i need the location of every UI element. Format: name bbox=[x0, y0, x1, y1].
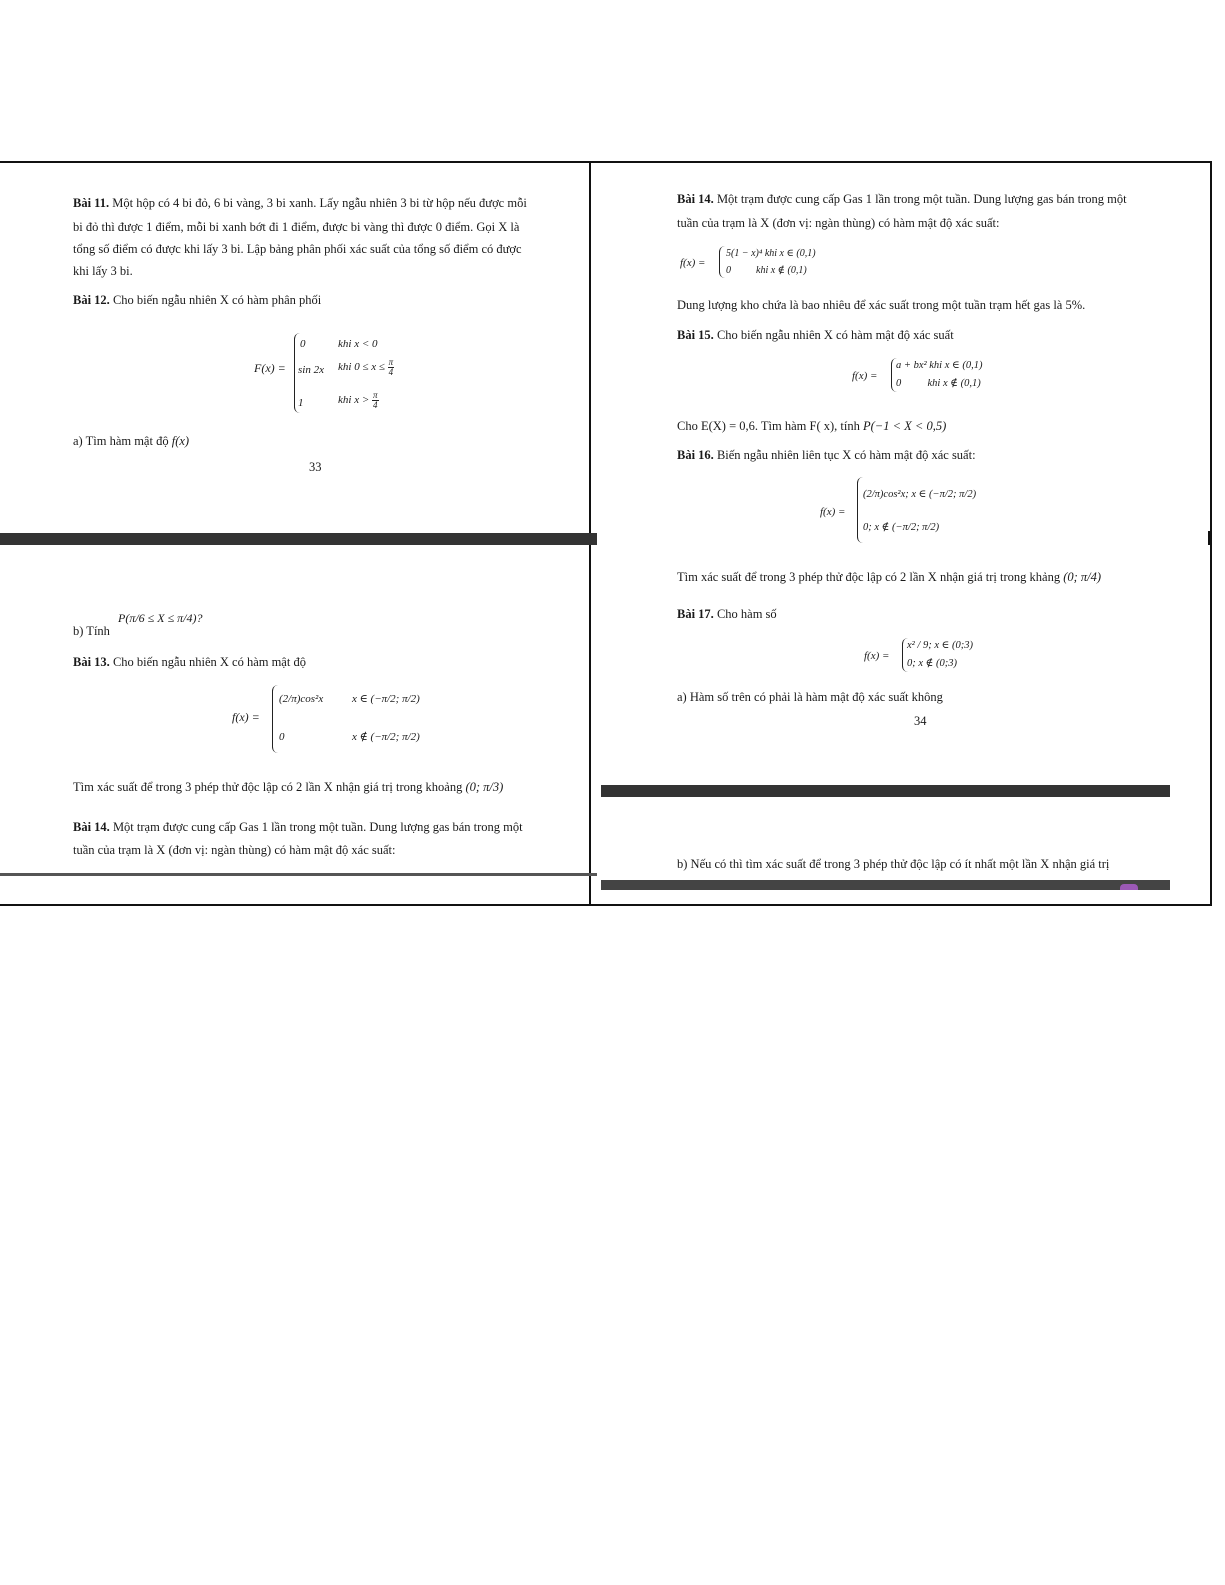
bai12-part-a bbox=[73, 434, 189, 448]
bai12-line bbox=[73, 293, 321, 307]
part-b-line bbox=[73, 624, 110, 638]
right-bai14-title: Bài 14. bbox=[677, 192, 714, 206]
bai15-case1: a + bx² khi x ∈ (0,1) bbox=[896, 360, 983, 371]
bai11-line1 bbox=[73, 196, 527, 210]
bai13-brace bbox=[272, 685, 279, 753]
bai16-text: Biến ngẫu nhiên liên tục X có hàm mật độ xác suất: bbox=[716, 448, 976, 462]
pi-over-4-fraction bbox=[388, 358, 395, 377]
bai17-case1: x² / 9; x ∈ (0;3) bbox=[907, 640, 974, 651]
bai13-title: Bài 13. bbox=[73, 655, 110, 669]
part-b-text: b) Tính bbox=[73, 624, 110, 638]
bai16-question-text: Tìm xác suất để trong 3 phép thử độc lập có 2 lần X nhận giá trị trong khảng bbox=[677, 570, 1061, 584]
part-b-expression: P(π/6 ≤ X ≤ π/4)? bbox=[118, 611, 203, 625]
bai13-text: Cho biến ngẫu nhiên X có hàm mật độ bbox=[112, 655, 306, 669]
bai16-line bbox=[677, 448, 976, 462]
bai11-title: Bài 11. bbox=[73, 196, 110, 210]
bai15-question-text: Cho E(X) = 0,6. Tìm hàm F( x), tính bbox=[677, 419, 860, 433]
bai12-case3-cond bbox=[338, 391, 379, 410]
bai17-lhs: f(x) = bbox=[864, 650, 890, 662]
top-tick bbox=[589, 167, 591, 179]
bai16-interval: (0; π/4) bbox=[1063, 570, 1102, 584]
right-bai14-case2: 0 khi x ∉ (0,1) bbox=[726, 265, 807, 276]
bai12-text: Cho biến ngẫu nhiên X có hàm phân phối bbox=[112, 293, 322, 307]
right-bai14-line2: tuần của trạm là X (đơn vị: ngàn thùng) có hàm mật độ xác suất: bbox=[677, 216, 1000, 230]
bai17-title: Bài 17. bbox=[677, 607, 714, 621]
bai16-lhs: f(x) = bbox=[820, 506, 846, 518]
bai15-case2: 0 khi x ∉ (0,1) bbox=[896, 378, 981, 389]
purple-mark bbox=[1120, 884, 1138, 890]
bai11-line2: bi đỏ thì được 1 điểm, mỗi bi xanh bớt đi 1 điểm, được bi vàng thì được 0 điểm. Gọi X là bbox=[73, 220, 520, 234]
bai11-text-1: Một hộp có 4 bi đỏ, 6 bi vàng, 3 bi xanh. Lấy ngẫu nhiên 3 bi từ hộp nếu được mỗi bbox=[112, 196, 527, 210]
right-page-separator bbox=[601, 785, 1170, 797]
bai12-case2-cond-text: khi 0 ≤ x ≤ bbox=[338, 361, 385, 374]
left-bai14-line2: tuần của trạm là X (đơn vị: ngàn thùng) có hàm mật độ xác suất: bbox=[73, 843, 396, 857]
bai13-question bbox=[73, 780, 503, 794]
bai17-part-a: a) Hàm số trên có phải là hàm mật độ xác suất không bbox=[677, 690, 943, 704]
right-bai14-lhs: f(x) = bbox=[680, 257, 706, 269]
bai12-case2-cond bbox=[338, 358, 394, 377]
left-bai14-line1 bbox=[73, 820, 523, 834]
frac-num-2: π bbox=[373, 390, 378, 400]
bai13-question-text: Tìm xác suất để trong 3 phép thử độc lập có 2 lần X nhận giá trị trong khoảng bbox=[73, 780, 463, 794]
left-bai14-title: Bài 14. bbox=[73, 820, 110, 834]
bai12-part-a-fn: f(x) bbox=[171, 434, 190, 448]
bai12-title: Bài 12. bbox=[73, 293, 110, 307]
page-number-34: 34 bbox=[914, 714, 927, 728]
bai16-title: Bài 16. bbox=[677, 448, 714, 462]
frac-den: 4 bbox=[388, 367, 394, 377]
bai11-line3: tổng số điểm có được khi lấy 3 bi. Lập bảng phân phối xác suất của tổng số điểm có được bbox=[73, 242, 522, 256]
bai12-lhs: F(x) = bbox=[254, 361, 286, 375]
right-bai14-case1: 5(1 − x)⁴ khi x ∈ (0,1) bbox=[726, 248, 816, 259]
left-page-separator bbox=[0, 533, 597, 545]
bai12-case2-value: sin 2x bbox=[298, 364, 324, 376]
bai12-case1-cond: khi x < 0 bbox=[338, 338, 378, 350]
pi-over-4-fraction-2 bbox=[372, 391, 379, 410]
bai15-text: Cho biến ngẫu nhiên X có hàm mật độ xác suất bbox=[716, 328, 954, 342]
bai12-case1-value: 0 bbox=[300, 338, 306, 350]
bai15-question bbox=[677, 419, 946, 433]
right-bai14-brace bbox=[719, 246, 725, 278]
bottom-border-line bbox=[0, 904, 1212, 906]
bai12-case3-value: 1 bbox=[298, 397, 304, 409]
page-number-33: 33 bbox=[309, 460, 322, 474]
bai13-interval: (0; π/3) bbox=[465, 780, 504, 794]
bai13-case1-cond: x ∈ (−π/2; π/2) bbox=[352, 693, 420, 705]
right-bai14-text-1: Một trạm được cung cấp Gas 1 lần trong một tuần. Dung lượng gas bán trong một bbox=[716, 192, 1127, 206]
right-bai14-line1 bbox=[677, 192, 1127, 206]
bai17-text: Cho hàm số bbox=[716, 607, 777, 621]
bai12-case3-cond-text: khi x > bbox=[338, 394, 370, 407]
bai13-lhs: f(x) = bbox=[232, 710, 260, 724]
frac-den-2: 4 bbox=[373, 400, 378, 410]
bai13-case2-cond: x ∉ (−π/2; π/2) bbox=[352, 731, 420, 743]
bai11-line4: khi lấy 3 bi. bbox=[73, 264, 133, 278]
bai12-part-a-text: a) Tìm hàm mật độ bbox=[73, 434, 169, 448]
top-border-line bbox=[0, 161, 1212, 163]
frac-num: π bbox=[388, 357, 394, 367]
bai16-question bbox=[677, 570, 1101, 584]
left-bai14-text-1: Một trạm được cung cấp Gas 1 lần trong một tuần. Dung lượng gas bán trong một bbox=[112, 820, 523, 834]
bai16-case1: (2/π)cos²x; x ∈ (−π/2; π/2) bbox=[863, 489, 977, 500]
bai17-part-b: b) Nếu có thì tìm xác suất để trong 3 phép thử độc lập có ít nhất một lần X nhận giá trị bbox=[677, 857, 1110, 871]
left-bottom-separator bbox=[0, 873, 597, 876]
bai17-case2: 0; x ∉ (0;3) bbox=[907, 658, 958, 669]
bai15-lhs: f(x) = bbox=[852, 370, 878, 382]
right-edge-mark bbox=[1208, 531, 1211, 545]
bai17-line bbox=[677, 607, 777, 621]
bai13-case2: 0 bbox=[279, 731, 285, 743]
bai15-title: Bài 15. bbox=[677, 328, 714, 342]
bai15-probability: P(−1 < X < 0,5) bbox=[862, 419, 947, 433]
bai15-line bbox=[677, 328, 954, 342]
bai16-case2: 0; x ∉ (−π/2; π/2) bbox=[863, 522, 940, 533]
right-bottom-separator bbox=[601, 880, 1170, 890]
right-bai14-question: Dung lượng kho chứa là bao nhiêu để xác suất trong một tuần trạm hết gas là 5%. bbox=[677, 298, 1086, 312]
bai13-case1: (2/π)cos²x bbox=[279, 693, 324, 705]
bai13-line bbox=[73, 655, 306, 669]
